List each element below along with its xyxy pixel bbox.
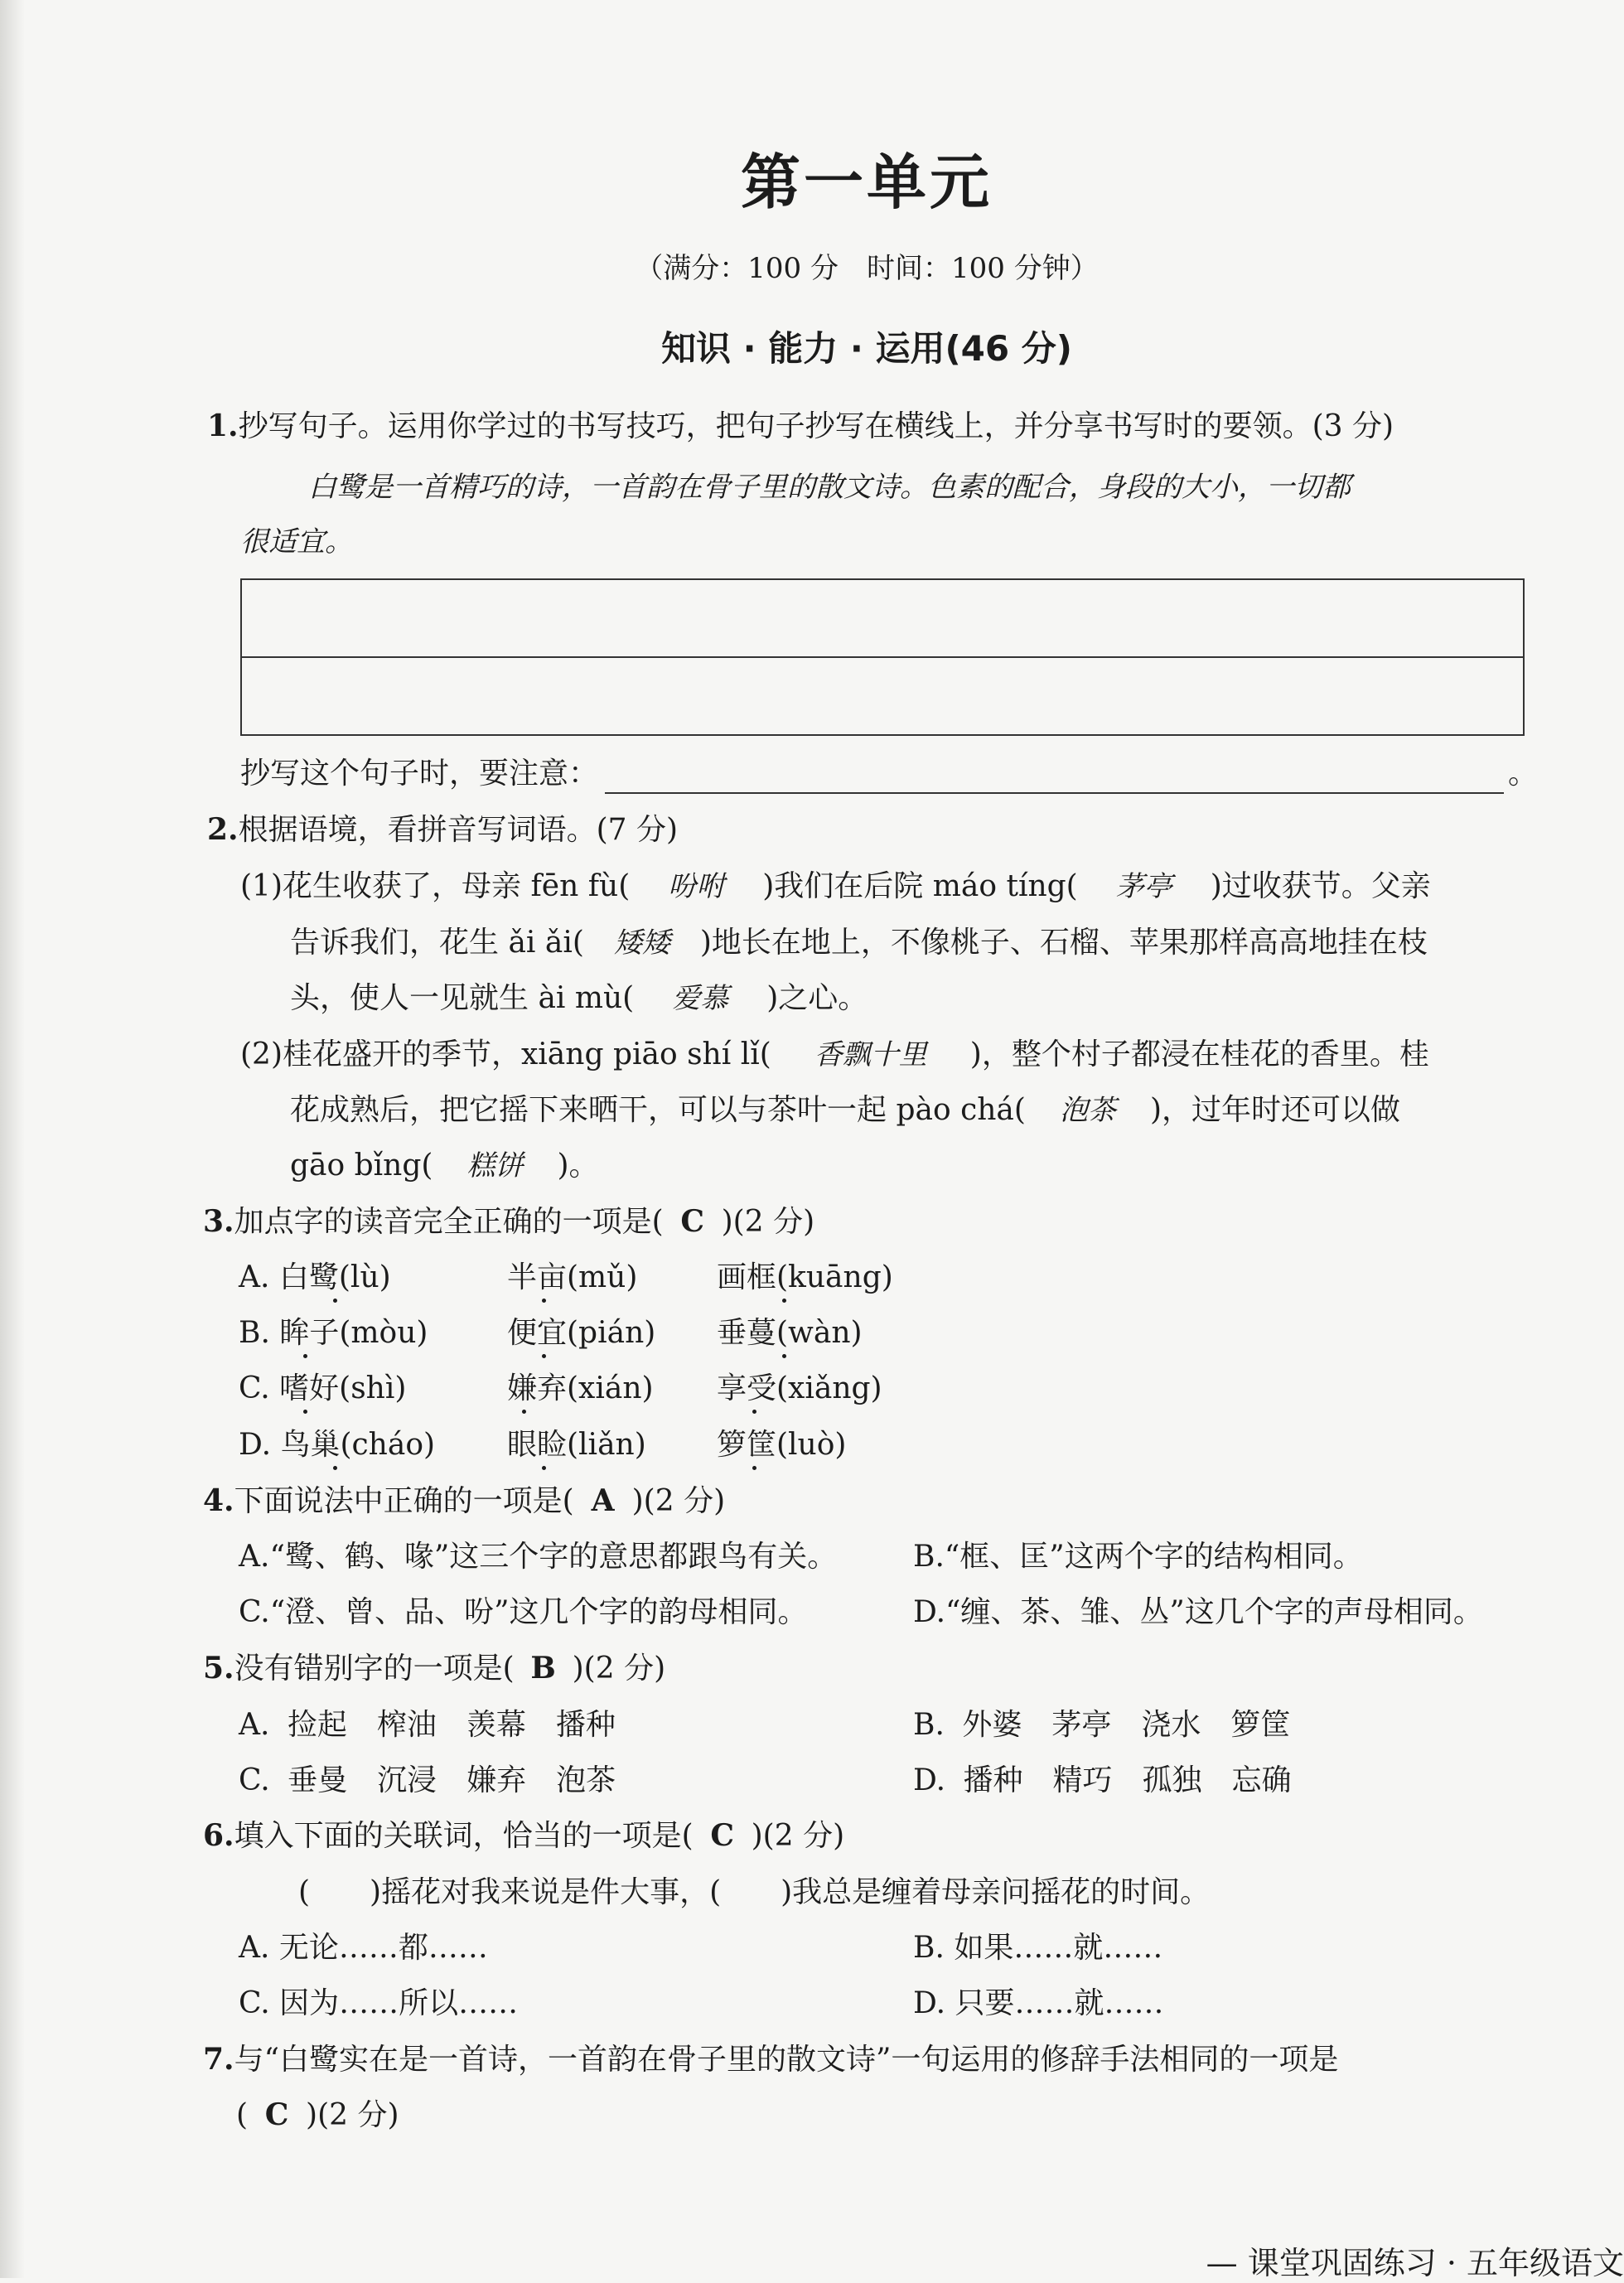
emphasis-dot [303,1354,307,1358]
question-number: 5. [203,1651,234,1686]
question-points: )(2 分) [721,1205,815,1239]
q3-option-c-3: 享受(xiǎng) [717,1371,882,1405]
question-4 [203,1483,725,1519]
question-points: )(2 分) [306,2098,399,2132]
text: 花成熟后，把它摇下来晒干，可以与茶叶一起 pào chá( [290,1093,1026,1127]
q2-p2-line1 [240,1037,1429,1072]
emphasis-dot [303,1410,307,1414]
question-3 [203,1204,814,1240]
q6-option-a[interactable]: A. 无论……都…… [239,1931,488,1965]
emphasis-dot [333,1466,337,1470]
question-1 [207,409,1394,444]
text: (1)花生收获了，母亲 fēn fù( [240,869,631,903]
answer-choice[interactable]: B [530,1651,556,1686]
question-text: 加点字的读音完全正确的一项是( [234,1205,664,1239]
text: 告诉我们，花生 ǎi ǎi( [290,926,584,960]
answer-fen-fu[interactable]: 吩咐 [668,870,725,903]
question-number: 7. [203,2042,234,2077]
question-7 [203,2042,1338,2077]
question-points: )(2 分) [631,1484,726,1518]
emphasis-dot [333,1299,337,1303]
q4-option-a[interactable]: A.“鹭、鹤、喙”这三个字的意思都跟鸟有关。 [239,1540,838,1574]
text: gāo bǐng( [290,1149,433,1183]
q3-option-b-2: 便宜(pián) [507,1316,656,1350]
question-text: 没有错别字的一项是( [234,1652,515,1686]
question-number: 2. [207,812,239,847]
emphasis-dot [542,1354,546,1358]
text: )。 [557,1149,599,1183]
section-heading: 知识 · 能力 · 运用(46 分) [661,328,1072,369]
text: )地长在地上，不像桃子、石榴、苹果那样高高地挂在枝 [699,926,1428,960]
question-text: 下面说法中正确的一项是( [234,1484,574,1518]
question-number: 1. [207,409,239,443]
question-6 [203,1818,844,1854]
question-text: 填入下面的关联词，恰当的一项是( [234,1819,694,1853]
q6-option-d[interactable]: D. 只要……就…… [913,1986,1164,2020]
q5-option-b[interactable]: B. 外婆 茅亭 浇水 箩筐 [913,1708,1291,1742]
q4-option-b[interactable]: B.“框、匡”这两个字的结构相同。 [913,1540,1363,1574]
text: )我们在后院 máo tíng( [762,869,1078,903]
q4-option-c[interactable]: C.“澄、曾、品、吩”这几个字的韵母相同。 [239,1595,808,1629]
emphasis-dot [542,1299,546,1303]
q1-note-line[interactable] [605,792,1504,794]
question-5 [203,1651,665,1686]
text: (2)桂花盛开的季节，xiāng piāo shí lǐ( [240,1038,771,1071]
answer-gao-bing[interactable]: 糕饼 [466,1149,524,1183]
q2-p2-line3 [290,1148,599,1183]
text: 头，使人一见就生 ài mù( [290,981,635,1015]
question-number: 4. [203,1483,234,1518]
emphasis-dot [752,1466,756,1470]
q2-p1-line2 [290,925,1428,960]
emphasis-dot [752,1410,756,1414]
exam-meta: （满分：100 分 时间：100 分钟） [635,252,1099,285]
question-text: 抄写句子。运用你学过的书写技巧，把句子抄写在横线上，并分享书写时的要领。(3 分) [238,409,1394,443]
answer-choice[interactable]: C [710,1818,734,1853]
answer-xiang-piao-shi-li[interactable]: 香飘十里 [814,1038,927,1071]
q1-passage-line1: 白鹭是一首精巧的诗，一首韵在骨子里的散文诗。色素的配合，身段的大小，一切都 [308,471,1351,504]
q1-note-end: 。 [1508,757,1539,791]
question-points: )(2 分) [751,1819,845,1853]
q3-option-c-1[interactable]: C. 嗜好(shì) [239,1371,407,1405]
answer-choice[interactable]: C [680,1204,704,1239]
q6-sentence: ( )摇花对我来说是件大事，( )我总是缠着母亲问摇花的时间。 [298,1875,1211,1909]
copy-box-divider [242,656,1523,658]
question-7-answer-line [236,2097,399,2133]
q5-option-c[interactable]: C. 垂曼 沉浸 嫌弃 泡茶 [239,1763,616,1797]
answer-ai-ai[interactable]: 矮矮 [613,926,670,960]
q1-note-label: 抄写这个句子时，要注意： [240,757,599,791]
emphasis-dot [782,1299,786,1303]
answer-choice[interactable]: A [591,1483,615,1518]
q6-option-b[interactable]: B. 如果……就…… [913,1931,1163,1965]
emphasis-dot [522,1410,526,1414]
text: )之心。 [766,981,868,1015]
question-number: 6. [203,1818,234,1853]
text: )过收获节。父亲 [1210,869,1431,903]
q2-p1-line1 [240,868,1431,904]
text: ( [236,2098,249,2132]
text: )，整个村子都浸在桂花的香里。桂 [969,1038,1429,1071]
q5-option-d[interactable]: D. 播种 精巧 孤独 忘确 [913,1763,1292,1797]
q3-option-d-1[interactable]: D. 鸟巢(cháo) [239,1428,436,1462]
q3-option-a-1[interactable]: A. 白鹭(lù) [239,1260,391,1294]
question-text: 根据语境，看拼音写词语。(7 分) [238,813,679,847]
answer-choice[interactable]: C [264,2097,289,2132]
text: )，过年时还可以做 [1149,1093,1400,1127]
q3-option-a-3: 画框(kuāng) [717,1260,893,1294]
q3-option-a-2: 半亩(mǔ) [507,1260,638,1294]
q6-option-c[interactable]: C. 因为……所以…… [239,1986,519,2020]
q3-option-b-1[interactable]: B. 眸子(mòu) [239,1316,428,1350]
page-title: 第一单元 [740,147,993,217]
q2-p2-line2 [290,1092,1400,1128]
answer-mao-ting[interactable]: 茅亭 [1115,870,1172,903]
page-footer: — 课堂巩固练习 · 五年级语文 [1206,2245,1624,2281]
question-points: )(2 分) [572,1652,666,1686]
q1-passage-line2: 很适宜。 [240,525,353,559]
q4-option-d[interactable]: D.“缠、茶、雏、丛”这几个字的声母相同。 [913,1595,1483,1629]
emphasis-dot [542,1466,546,1470]
answer-ai-mu[interactable]: 爱慕 [672,982,729,1015]
q3-option-d-3: 箩筐(luò) [717,1428,847,1462]
q3-option-b-3: 垂蔓(wàn) [717,1316,863,1350]
q2-p1-line3 [290,980,868,1016]
q3-option-c-2: 嫌弃(xián) [507,1371,654,1405]
q3-option-d-2: 眼睑(liǎn) [507,1428,646,1462]
answer-pao-cha[interactable]: 泡茶 [1059,1094,1116,1127]
question-number: 3. [203,1204,234,1239]
question-text: 与“白鹭实在是一首诗，一首韵在骨子里的散文诗”一句运用的修辞手法相同的一项是 [234,2043,1339,2077]
question-2 [207,812,678,848]
emphasis-dot [782,1354,786,1358]
q5-option-a[interactable]: A. 捡起 榨油 羡幕 播种 [239,1708,616,1742]
